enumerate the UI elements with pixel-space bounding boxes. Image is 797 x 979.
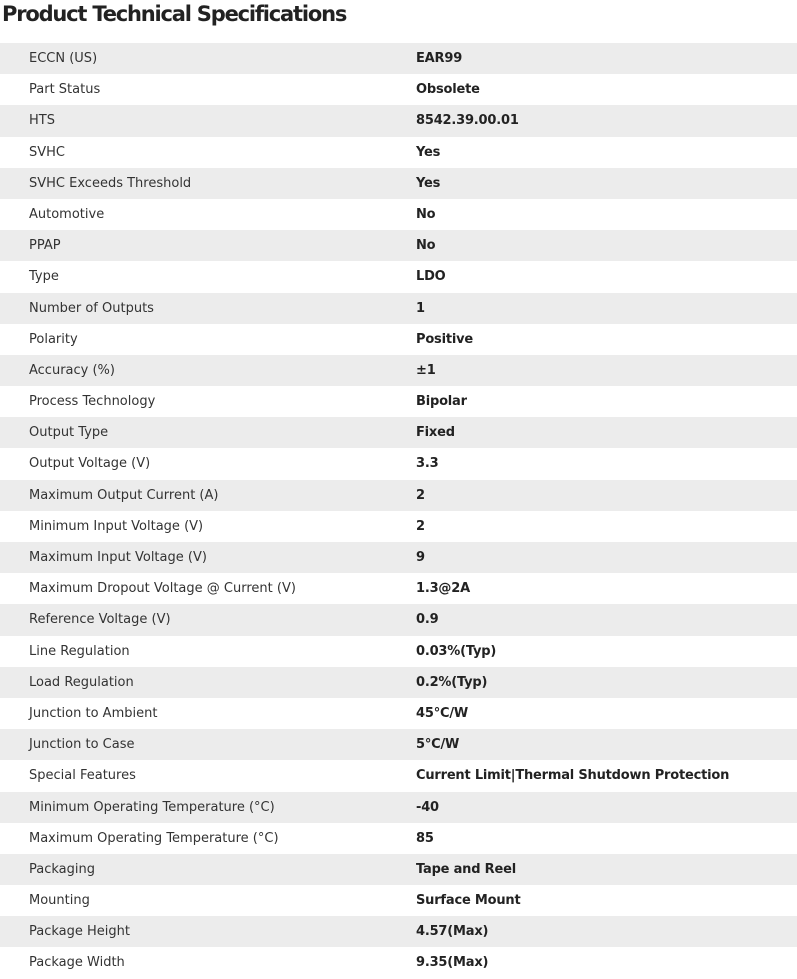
spec-row (0, 324, 797, 355)
spec-value: Surface Mount (416, 893, 521, 909)
spec-label: Output Type (29, 425, 109, 441)
spec-label: Polarity (29, 331, 78, 347)
spec-value: 1 (416, 300, 425, 316)
spec-value: No (416, 206, 436, 222)
spec-row (0, 885, 797, 916)
spec-row (0, 386, 797, 417)
spec-value: 9 (416, 550, 425, 565)
spec-row (0, 698, 797, 729)
spec-value: 2 (416, 518, 425, 534)
spec-value: 0.03%(Typ) (416, 643, 497, 659)
spec-row (0, 542, 797, 573)
spec-row (0, 604, 797, 635)
spec-value: 9.35(Max) (416, 955, 489, 971)
spec-row (0, 511, 797, 542)
spec-value: ±1 (416, 362, 436, 378)
spec-label: ECCN (US) (29, 51, 98, 66)
spec-value: No (416, 238, 436, 254)
spec-label: Line Regulation (29, 643, 130, 659)
spec-row (0, 43, 797, 74)
spec-value: 0.2%(Typ) (416, 674, 488, 690)
spec-label: Type (29, 269, 59, 285)
spec-row (0, 854, 797, 885)
spec-label: Special Features (29, 768, 136, 784)
spec-label: Minimum Input Voltage (V) (29, 518, 204, 534)
spec-row (0, 261, 797, 292)
spec-table (0, 43, 797, 979)
spec-row (0, 667, 797, 698)
spec-row (0, 293, 797, 324)
page-title: Product Technical Specifications (2, 2, 347, 26)
spec-row (0, 916, 797, 947)
spec-label: PPAP (29, 238, 61, 254)
spec-label: Accuracy (%) (29, 362, 115, 378)
spec-label: Load Regulation (29, 674, 134, 690)
spec-label: Minimum Operating Temperature (°C) (29, 799, 275, 815)
spec-label: SVHC Exceeds Threshold (29, 175, 192, 191)
spec-label: Maximum Output Current (A) (29, 487, 219, 503)
spec-value: 4.57(Max) (416, 924, 489, 940)
spec-value: Positive (416, 331, 474, 347)
spec-label: Mounting (29, 893, 90, 909)
spec-value: Obsolete (416, 82, 480, 98)
spec-value: 3.3 (416, 456, 439, 472)
spec-label: Maximum Operating Temperature (°C) (29, 830, 279, 846)
spec-row (0, 74, 797, 105)
spec-value: 0.9 (416, 612, 439, 628)
spec-label: Package Width (29, 955, 125, 971)
spec-label: Junction to Case (29, 737, 135, 753)
spec-label: Number of Outputs (29, 300, 154, 316)
spec-row (0, 168, 797, 199)
spec-value: 85 (416, 830, 434, 846)
spec-row (0, 823, 797, 854)
spec-row (0, 137, 797, 168)
spec-value: -40 (416, 799, 439, 815)
spec-value: 5°C/W (416, 737, 460, 753)
spec-label: Process Technology (29, 394, 156, 410)
spec-row (0, 480, 797, 511)
spec-row (0, 729, 797, 760)
spec-value: Bipolar (416, 394, 467, 410)
spec-row (0, 448, 797, 479)
spec-label: Automotive (29, 206, 105, 222)
spec-row (0, 105, 797, 136)
spec-row (0, 199, 797, 230)
spec-value: 45°C/W (416, 705, 469, 721)
spec-value: Fixed (416, 425, 455, 441)
spec-row (0, 760, 797, 791)
spec-value: 1.3@2A (416, 581, 470, 597)
spec-value: Yes (416, 144, 441, 160)
spec-label: Output Voltage (V) (29, 456, 151, 472)
spec-row (0, 636, 797, 667)
spec-label: Junction to Ambient (29, 705, 158, 721)
spec-value: EAR99 (416, 51, 463, 66)
spec-row (0, 947, 797, 978)
spec-label: Packaging (29, 861, 95, 877)
spec-row (0, 792, 797, 823)
spec-row (0, 230, 797, 261)
spec-value: Yes (416, 175, 441, 191)
spec-value: LDO (416, 269, 446, 285)
spec-label: HTS (29, 113, 55, 129)
spec-row (0, 417, 797, 448)
spec-label: Maximum Dropout Voltage @ Current (V) (29, 581, 296, 597)
spec-value: Current Limit|Thermal Shutdown Protection (416, 768, 730, 784)
spec-label: SVHC (29, 144, 65, 160)
spec-label: Maximum Input Voltage (V) (29, 550, 207, 565)
spec-label: Part Status (29, 82, 101, 98)
spec-row (0, 355, 797, 386)
spec-value: 8542.39.00.01 (416, 113, 519, 129)
spec-label: Reference Voltage (V) (29, 612, 171, 628)
spec-value: Tape and Reel (416, 861, 516, 877)
spec-row (0, 573, 797, 604)
spec-label: Package Height (29, 924, 130, 940)
spec-value: 2 (416, 487, 425, 503)
